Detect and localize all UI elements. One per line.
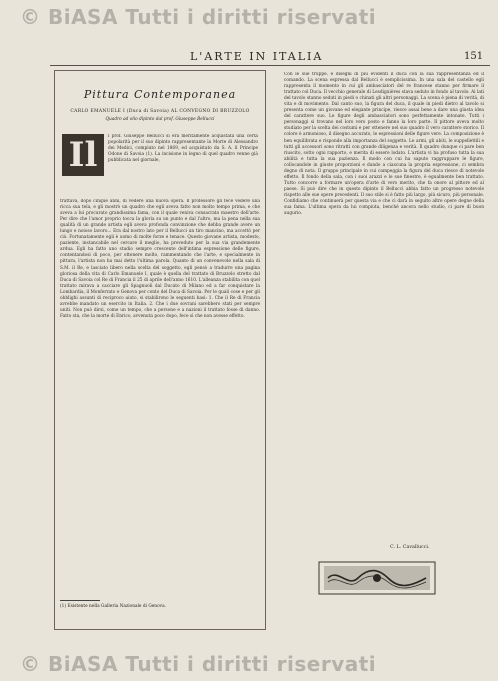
- ornament-vignette: [318, 560, 436, 596]
- footnote-rule: [60, 600, 100, 601]
- left-column: [60, 76, 260, 122]
- dropcap-initial: Il: [62, 134, 104, 176]
- watermark-top: © BiASA Tutti i diritti riservati: [20, 5, 377, 29]
- header-rule: [50, 65, 490, 66]
- watermark-bottom: © BiASA Tutti i diritti riservati: [20, 652, 377, 676]
- intro-text: l prof. Giuseppe Bellucci si era meritamente acquistata una certa popolarità per il suo dipinto rappresentante la Morte di Alessandro dei Medici, compiuto nel 1869, ed acquistato da S. A. il Principe Odone di Savoia (1). La incisione in legno di quel quadro venne già pubblicata nel giornale,: [108, 134, 258, 164]
- running-header: L'ARTE IN ITALIA: [190, 50, 324, 63]
- left-column-text: trattava, dopo cinque anni, di vedere una nuova opera. Il professore gli fece vedere una ricca sua tela, e gli mostrò un quadro che egli aveva fatto non molto tempo prima, e che aveva a lui procurato grandissima fama, con il quale veniva consacrato maestro dell'arte. Per dire che l'amor proprio tocca la gloria su un punto e dal l'altro, ma la pena nella sua qualità di un grande artista egli aveva profonda convinzione che debba grande avere un lungo e noioso lavoro... Era dal nostro lato per il Bellucci un tiro mancino, ma accettò per ciò. Fortunatamente egli è uomo di molte forze e tenace. Questo giovane artista, modesto, paziente, instancabile nel cercare il meglio, ha preveduto per la sua via grandemente ardua. Egli ha fatto uno studio sempre crescente dell'intima espressione delle figure, contentandosi di poco, per ottenere molto, rammentando che l'arte, e specialmente in pittura, l'artista non ha mai detto l'ultima parola. Quanto di un convenevole nella sala di S.M. il Re, e lasciato libero nella scelta del soggetto, egli pensò a tradurre una pagina gloriosa della vita di Carlo Emanuele I, quale è quella del trattato di Bruzzolo stretto dal Duca di Savoia col Re di Francia il 25 di aprile dell'anno 1610. L'alleanza stabilita con quel trattato mirava a cacciare gli Spagnuoli dal Ducato di Milano ed a far conquistare la Lombardia, il Monferrato e Genova per conto del Duca di Savoia. Per le quali cose e per gli obblighi assunti di reciproco aiuto, si stabilirono le seguenti basi: 1. Che il Re di Francia avrebbe mandato un esercito in Italia. 2. Che i due sovrani sarebbero stati per sempre uniti. Non può dirsi, come un tempo, che a persone e a nazioni il trattato fosse di danno. Fatto sta, che la morte di Enrico, avvenuta poco dopo, fece sì che non avesse effetto.: [60, 199, 260, 319]
- footnote: (1) Esistente nella Galleria Nazionale di Genova.: [60, 604, 167, 609]
- article-subtitle: CARLO EMANUELE I (Duca di Savoia) AL CONVEGNO DI BRUZZOLO: [70, 109, 250, 114]
- section-title: Pittura Contemporanea: [83, 88, 237, 101]
- article-byline: Quadro ad olio dipinto dal prof. Giuseppe Bellucci: [105, 117, 215, 122]
- author-signature: C. L. Cavallucci.: [390, 545, 430, 550]
- right-column-text: Con le sue truppe, e disegni di più evidenti il duca con la sua rappresentanza ed il comando. La scena espressa dal Bellucci è semplicissima. In una sala del castello egli rappresenta il momento in cui gli ambasciatori del re francese stanno per firmare il trattato col Duca. Il vecchio generale di Lesdiguières stava seduto in fondo al tavolo. Ai lati del tavolo stanno seduti in piedi o chinati gli altri personaggi. La scena è piena di verità, di vita e di movimento. Dal canto suo, la figura del duca, il quale in piedi dietro al tavolo si presenta come un giovane ed elegante principe, riesce assai bene a dare una giusta idea del carattere suo. Le figure degli ambasciatori sono perfettamente intonate. Tutti i personaggi si trovano nel loro vero posto e fanno la loro parte. Il pittore aveva molto studiato per la scelta dei costumi e per ottenere nel suo quadro il vero carattere storico. Il colore è armonioso, il disegno accurato, le espressioni delle figure vere. La composizione è ben equilibrata e risponde alla importanza del soggetto. Le armi, gli abiti, le suppellettili e tutti gli accessori sono ritratti con grande diligenza e verità. Il quadro dunque ci pare ben riuscito, sotto ogni rapporto, e merita di essere lodato. L'artista vi ha profuso tutta la sua abilità e tutta la sua pazienza. Il modo con cui ha saputo raggruppare le figure, collocandole in giuste proporzioni e dando a ciascuna la propria espressione, ci sembra degno di nota. Il gruppo principale in cui campeggia la figura del duca riesce di notevole effetto. Il fondo della sala, con i suoi arazzi e le sue finestre, è egualmente ben trattato. Tutto concorre a formare un'opera d'arte di vero merito, che fa onore al pittore ed al paese. Si può dire che in questo dipinto il Bellucci abbia fatto un progresso notevole rispetto alle sue opere precedenti. Il suo stile si è fatto più largo, più sicuro, più personale. Confidiamo che continuerà per questa via e che ci darà in seguito altre opere degne della sua fama. L'ultima opera da lui compiuta, benché ancora nello studio, ci pare di buon augurio.: [284, 72, 484, 217]
- page-number: 151: [464, 51, 484, 62]
